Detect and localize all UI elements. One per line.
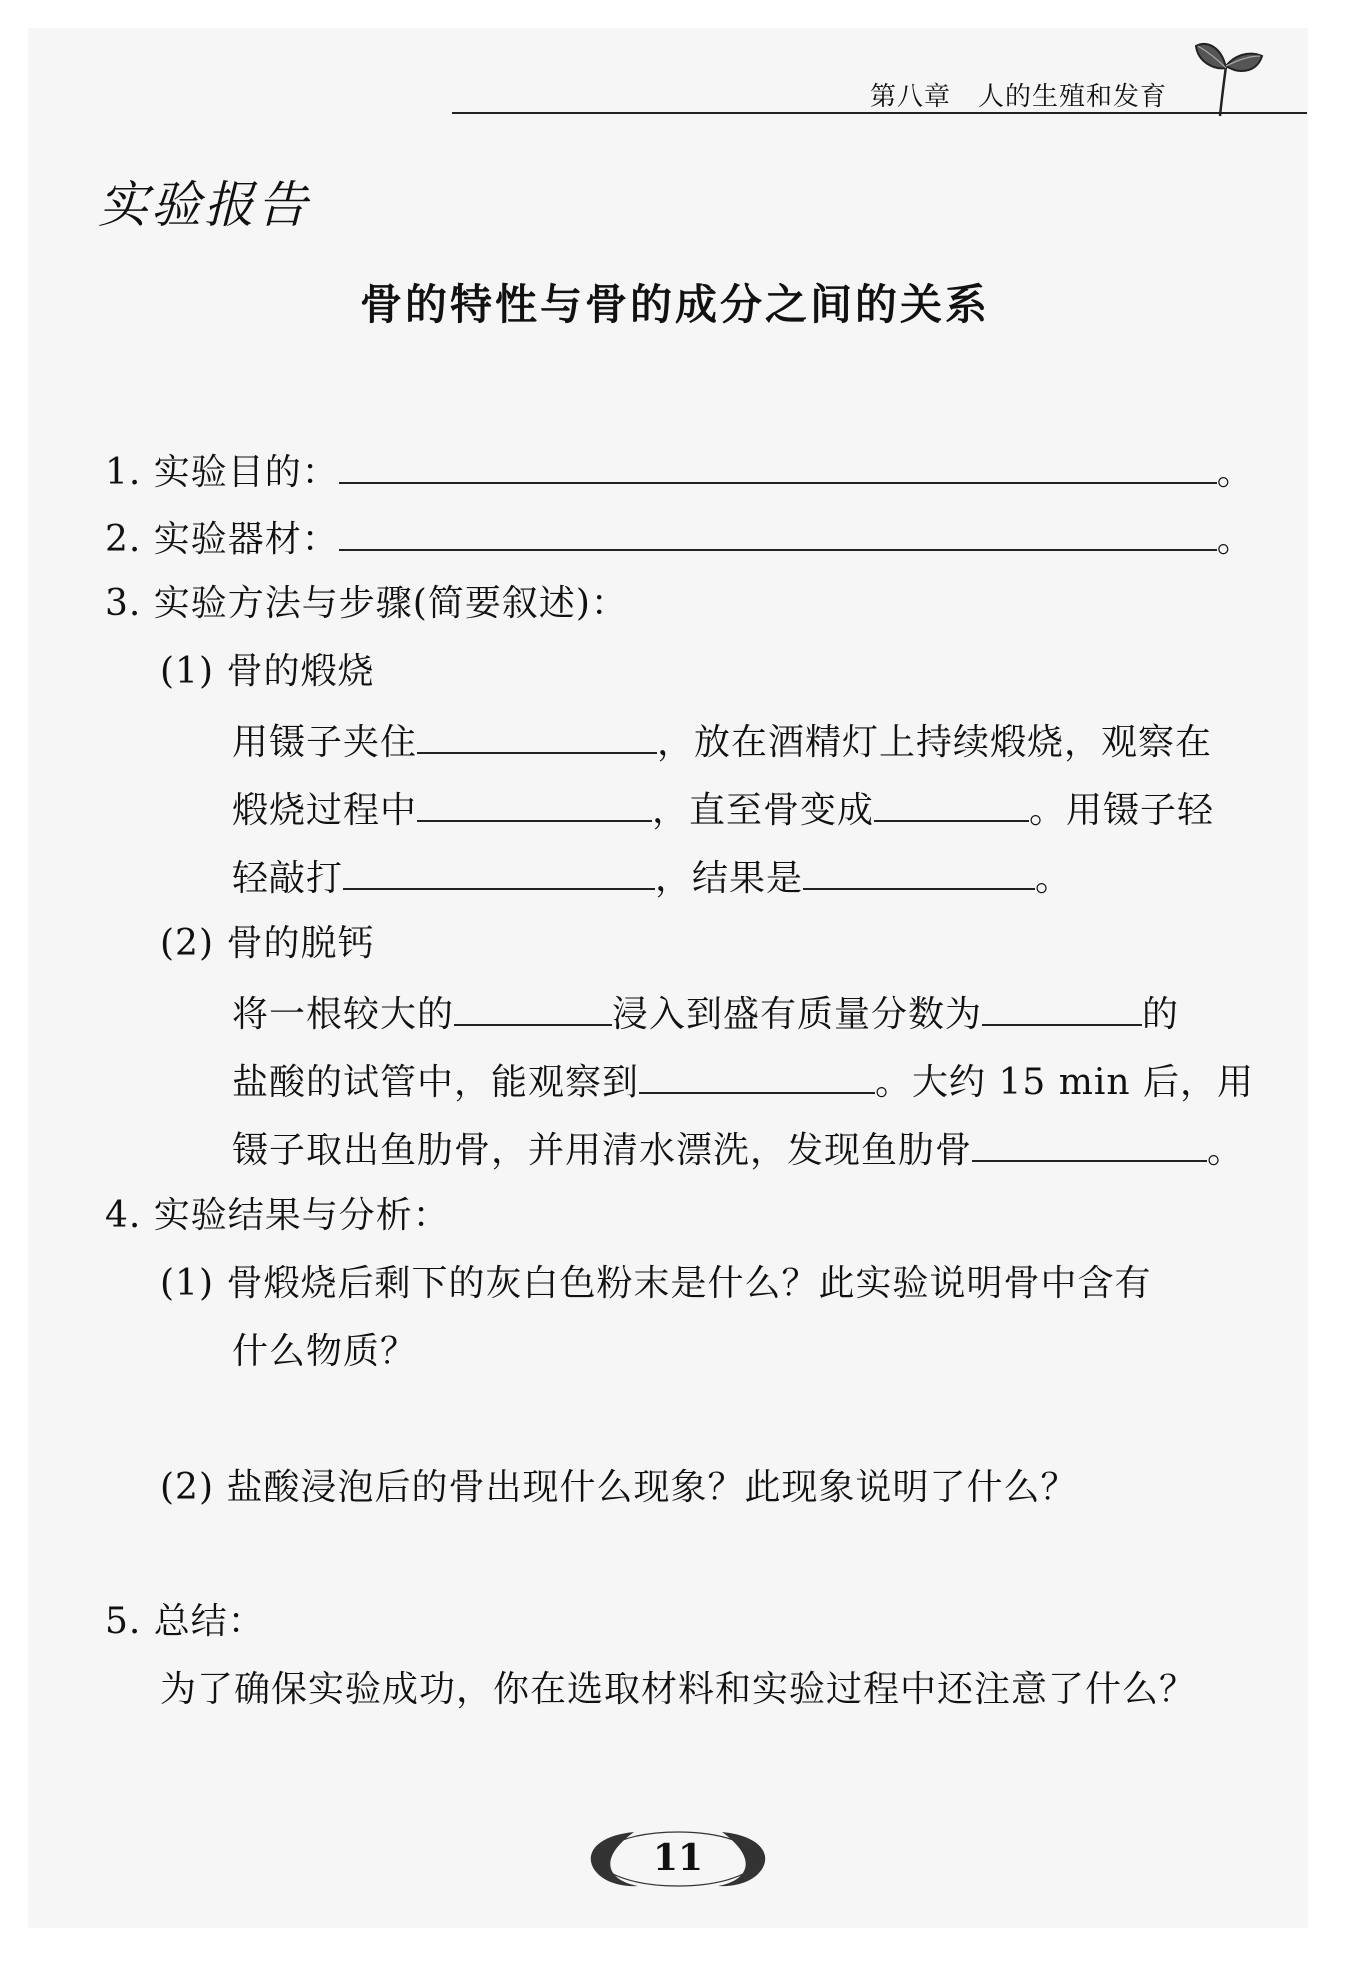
item-1 — [105, 448, 1254, 495]
page-number: 11 — [652, 1837, 704, 1879]
section-label: 实验报告 — [98, 176, 310, 234]
text: 。 — [1035, 858, 1073, 899]
answer-blank[interactable] — [417, 786, 652, 822]
item-4-label: 4. 实验结果与分析： — [105, 1195, 450, 1236]
period: 。 — [1216, 519, 1254, 560]
answer-blank[interactable] — [343, 854, 655, 890]
item-3-2-label: (2) 骨的脱钙 — [160, 923, 375, 964]
item-3-1-line-1 — [232, 718, 1212, 765]
answer-blank[interactable] — [639, 1058, 875, 1094]
item-3-1-label: (1) 骨的煅烧 — [160, 651, 375, 692]
text: 。 — [1207, 1130, 1245, 1171]
answer-blank[interactable] — [339, 515, 1217, 551]
answer-blank[interactable] — [982, 990, 1142, 1026]
text: 轻敲打 — [232, 858, 344, 899]
text: 。用镊子轻 — [1029, 790, 1215, 831]
item-3-2-line-2 — [232, 1058, 1254, 1105]
text: ，结果是 — [655, 858, 804, 899]
text: 用镊子夹住 — [232, 722, 418, 763]
item-3-1-line-3 — [232, 854, 1072, 901]
item-4-1-line-2: 什么物质？ — [232, 1331, 418, 1372]
answer-blank[interactable] — [339, 448, 1217, 484]
item-2-label: 2. 实验器材： — [105, 519, 339, 560]
answer-blank[interactable] — [454, 990, 612, 1026]
item-2 — [105, 515, 1254, 562]
text: 的 — [1142, 994, 1180, 1035]
text: ，放在酒精灯上持续煅烧，观察在 — [657, 722, 1213, 763]
item-5-text: 为了确保实验成功，你在选取材料和实验过程中还注意了什么？ — [160, 1669, 1197, 1710]
item-3-2-line-1 — [232, 990, 1179, 1037]
text: 。大约 15 min 后，用 — [875, 1062, 1254, 1103]
text: 将一根较大的 — [232, 994, 455, 1035]
answer-blank[interactable] — [417, 718, 657, 754]
answer-blank[interactable] — [803, 854, 1035, 890]
period: 。 — [1216, 452, 1254, 493]
sprout-icon — [1186, 22, 1266, 118]
text: 浸入到盛有质量分数为 — [612, 994, 983, 1035]
item-1-label: 1. 实验目的： — [105, 452, 339, 493]
item-4-1-line-1: (1) 骨煅烧后剩下的灰白色粉末是什么？此实验说明骨中含有 — [160, 1263, 1152, 1304]
text: 盐酸的试管中，能观察到 — [232, 1062, 640, 1103]
answer-blank[interactable] — [972, 1126, 1207, 1162]
item-3-1-line-2 — [232, 786, 1214, 833]
answer-blank[interactable] — [874, 786, 1029, 822]
page-number-badge — [578, 1828, 778, 1890]
text: 镊子取出鱼肋骨，并用清水漂洗，发现鱼肋骨 — [232, 1130, 973, 1171]
page-title: 骨的特性与骨的成分之间的关系 — [359, 280, 990, 329]
text: ，直至骨变成 — [652, 790, 875, 831]
item-4-2: (2) 盐酸浸泡后的骨出现什么现象？此现象说明了什么？ — [160, 1467, 1078, 1508]
item-3-2-line-3 — [232, 1126, 1244, 1173]
item-5-label: 5. 总结： — [105, 1601, 265, 1642]
chapter-title: 第八章 人的生殖和发育 — [870, 82, 1168, 112]
item-3-label: 3. 实验方法与步骤(简要叙述)： — [105, 583, 628, 624]
text: 煅烧过程中 — [232, 790, 418, 831]
